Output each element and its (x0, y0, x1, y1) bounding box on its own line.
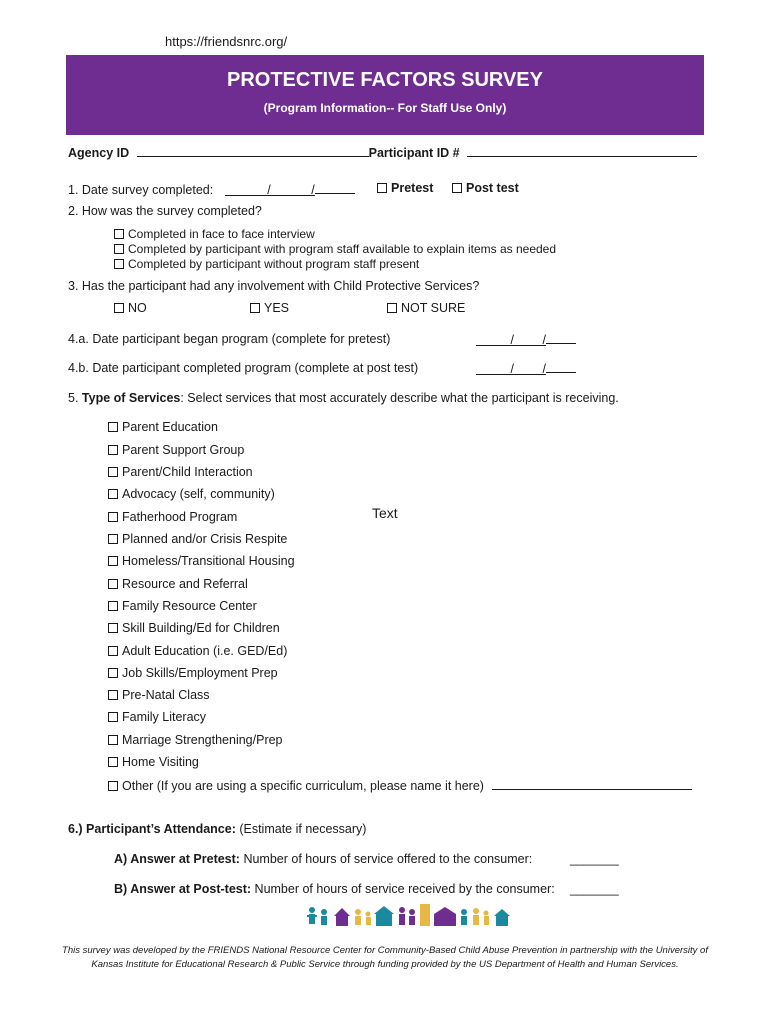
floating-text-box[interactable]: Text (372, 505, 398, 521)
q1-date-completed (68, 181, 355, 197)
service-label: Skill Building/Ed for Children (122, 621, 280, 635)
service-label: Other (If you are using a specific curriculum, please name it here) (122, 779, 484, 793)
q2-checkbox[interactable] (114, 229, 124, 239)
survey-subtitle: (Program Information-- For Staff Use Only) (263, 101, 507, 115)
participant-id-input-line[interactable] (467, 144, 697, 157)
q6-note: (Estimate if necessary) (235, 822, 367, 836)
service-option[interactable] (108, 510, 237, 524)
q5-label (68, 391, 619, 405)
service-option[interactable] (108, 554, 295, 568)
q2-option-label: Completed in face to face interview (128, 227, 315, 241)
survey-title: PROTECTIVE FACTORS SURVEY (227, 69, 543, 91)
q6a-bold-label: A) Answer at Pretest: (114, 852, 240, 866)
footer-line-2: Kansas Institute for Educational Research & Public Service through funding provided by the US Department of Health and Human Services. (91, 959, 679, 970)
q5-bold-label: Type of Services (81, 391, 181, 405)
friends-logo (304, 904, 516, 930)
service-option[interactable] (108, 532, 287, 546)
service-checkbox[interactable] (108, 445, 118, 455)
date-slash: / (542, 362, 546, 376)
service-checkbox[interactable] (108, 422, 118, 432)
q6b-posttest (114, 882, 555, 896)
q3-no-label: NO (128, 301, 147, 315)
service-option-other[interactable] (108, 777, 692, 793)
q3-not-sure-label: NOT SURE (401, 301, 466, 315)
q2-checkbox[interactable] (114, 244, 124, 254)
pretest-label: Pretest (391, 181, 434, 195)
q6-bold-label: 6.) Participant’s Attendance: (68, 822, 236, 836)
service-option[interactable] (108, 465, 253, 479)
service-checkbox[interactable] (108, 556, 118, 566)
q5-number: 5. (68, 391, 79, 405)
service-checkbox[interactable] (108, 668, 118, 678)
service-label: Parent Support Group (122, 443, 245, 457)
q2-option-label: Completed by participant with program staff available to explain items as needed (128, 242, 557, 256)
q4a-label: 4.a. Date participant began program (complete for pretest) (68, 332, 391, 346)
q6a-hours-blank[interactable]: _______ (570, 852, 619, 866)
service-checkbox[interactable] (108, 467, 118, 477)
q3-yes-label: YES (264, 301, 290, 315)
other-curriculum-line[interactable] (492, 777, 692, 790)
service-option[interactable] (108, 599, 257, 613)
date-slash: / (510, 333, 514, 347)
service-label: Planned and/or Crisis Respite (122, 532, 288, 546)
service-checkbox[interactable] (108, 757, 118, 767)
service-label: Fatherhood Program (122, 510, 238, 524)
posttest-option[interactable] (452, 181, 519, 195)
service-label: Parent/Child Interaction (122, 465, 253, 479)
service-label: Family Resource Center (122, 599, 257, 613)
service-option[interactable] (108, 577, 248, 591)
service-checkbox[interactable] (108, 735, 118, 745)
q2-option[interactable] (114, 242, 556, 256)
service-checkbox[interactable] (108, 712, 118, 722)
service-label: Home Visiting (122, 755, 199, 769)
q3-label: 3. Has the participant had any involvement with Child Protective Services? (68, 279, 480, 293)
service-label: Job Skills/Employment Prep (122, 666, 278, 680)
service-option[interactable] (108, 666, 278, 680)
q6b-description: Number of hours of service received by the consumer: (251, 882, 555, 896)
q6a-pretest (114, 852, 532, 866)
q4b-date-field[interactable] (476, 360, 576, 376)
service-option[interactable] (108, 688, 210, 702)
q2-label: 2. How was the survey completed? (68, 204, 262, 218)
service-label: Homeless/Transitional Housing (122, 554, 295, 568)
q4b-day-line[interactable] (514, 362, 546, 375)
service-label: Advocacy (self, community) (122, 487, 275, 501)
posttest-checkbox[interactable] (452, 183, 462, 193)
service-checkbox[interactable] (108, 534, 118, 544)
posttest-label: Post test (466, 181, 519, 195)
q3-option-not-sure[interactable] (387, 301, 465, 315)
date-slash: / (542, 333, 546, 347)
family-figures-icon (304, 904, 516, 930)
service-label: Adult Education (i.e. GED/Ed) (122, 644, 288, 658)
q2-checkbox[interactable] (114, 259, 124, 269)
q6a-description: Number of hours of service offered to the consumer: (239, 852, 533, 866)
service-checkbox[interactable] (108, 601, 118, 611)
participant-id-label: Participant ID # (368, 146, 460, 160)
date-slash: / (311, 183, 315, 197)
service-option[interactable] (108, 710, 206, 724)
footer-credit (60, 944, 710, 972)
agency-id-field (68, 144, 697, 160)
q5-description: : Select services that most accurately describe what the participant is receiving. (180, 391, 619, 405)
service-checkbox[interactable] (108, 512, 118, 522)
q1-month-line[interactable] (225, 183, 271, 196)
q2-option-label: Completed by participant without program staff present (128, 257, 420, 271)
service-checkbox[interactable] (108, 646, 118, 656)
q3-option-no[interactable] (114, 301, 147, 315)
q4a-day-line[interactable] (514, 333, 546, 346)
q1-day-line[interactable] (271, 183, 315, 196)
q4a-month-line[interactable] (476, 333, 514, 346)
agency-id-label: Agency ID (68, 146, 130, 160)
date-slash: / (510, 362, 514, 376)
title-banner (66, 55, 704, 135)
q6b-bold-label: B) Answer at Post-test: (114, 882, 252, 896)
q3-option-yes[interactable] (250, 301, 289, 315)
service-checkbox[interactable] (108, 781, 118, 791)
footer-line-1: This survey was developed by the FRIENDS National Resource Center for Community-Based Child Abuse Prevention in partnership with the University of (62, 945, 708, 956)
service-option[interactable] (108, 443, 244, 457)
q4b-month-line[interactable] (476, 362, 514, 375)
service-label: Pre-Natal Class (122, 688, 210, 702)
service-label: Marriage Strengthening/Prep (122, 733, 283, 747)
service-checkbox[interactable] (108, 690, 118, 700)
agency-id-input-line[interactable] (137, 144, 369, 157)
q4a-year-line[interactable] (546, 331, 576, 344)
service-option[interactable] (108, 487, 275, 501)
service-checkbox[interactable] (108, 623, 118, 633)
service-label: Resource and Referral (122, 577, 248, 591)
service-label: Parent Education (122, 420, 218, 434)
q3-yes-checkbox[interactable] (250, 303, 260, 313)
service-label: Family Literacy (122, 710, 207, 724)
service-option[interactable] (108, 644, 287, 658)
q1-year-line[interactable] (315, 181, 355, 194)
q2-option[interactable] (114, 227, 315, 241)
q3-no-checkbox[interactable] (114, 303, 124, 313)
pretest-checkbox[interactable] (377, 183, 387, 193)
service-option[interactable] (108, 755, 199, 769)
service-checkbox[interactable] (108, 489, 118, 499)
service-option[interactable] (108, 733, 283, 747)
q6b-hours-blank[interactable]: _______ (570, 882, 619, 896)
q1-label: 1. Date survey completed: (68, 183, 214, 197)
service-checkbox[interactable] (108, 579, 118, 589)
pretest-option[interactable] (377, 181, 433, 195)
service-option[interactable] (108, 420, 218, 434)
service-option[interactable] (108, 621, 280, 635)
q4a-date-field[interactable] (476, 331, 576, 347)
q6-label (68, 822, 366, 836)
q4b-year-line[interactable] (546, 360, 576, 373)
q4b-label: 4.b. Date participant completed program (complete at post test) (68, 361, 419, 375)
q3-not-sure-checkbox[interactable] (387, 303, 397, 313)
date-slash: / (267, 183, 271, 197)
q2-option[interactable] (114, 257, 419, 271)
page-url: https://friendsnrc.org/ (165, 34, 288, 49)
